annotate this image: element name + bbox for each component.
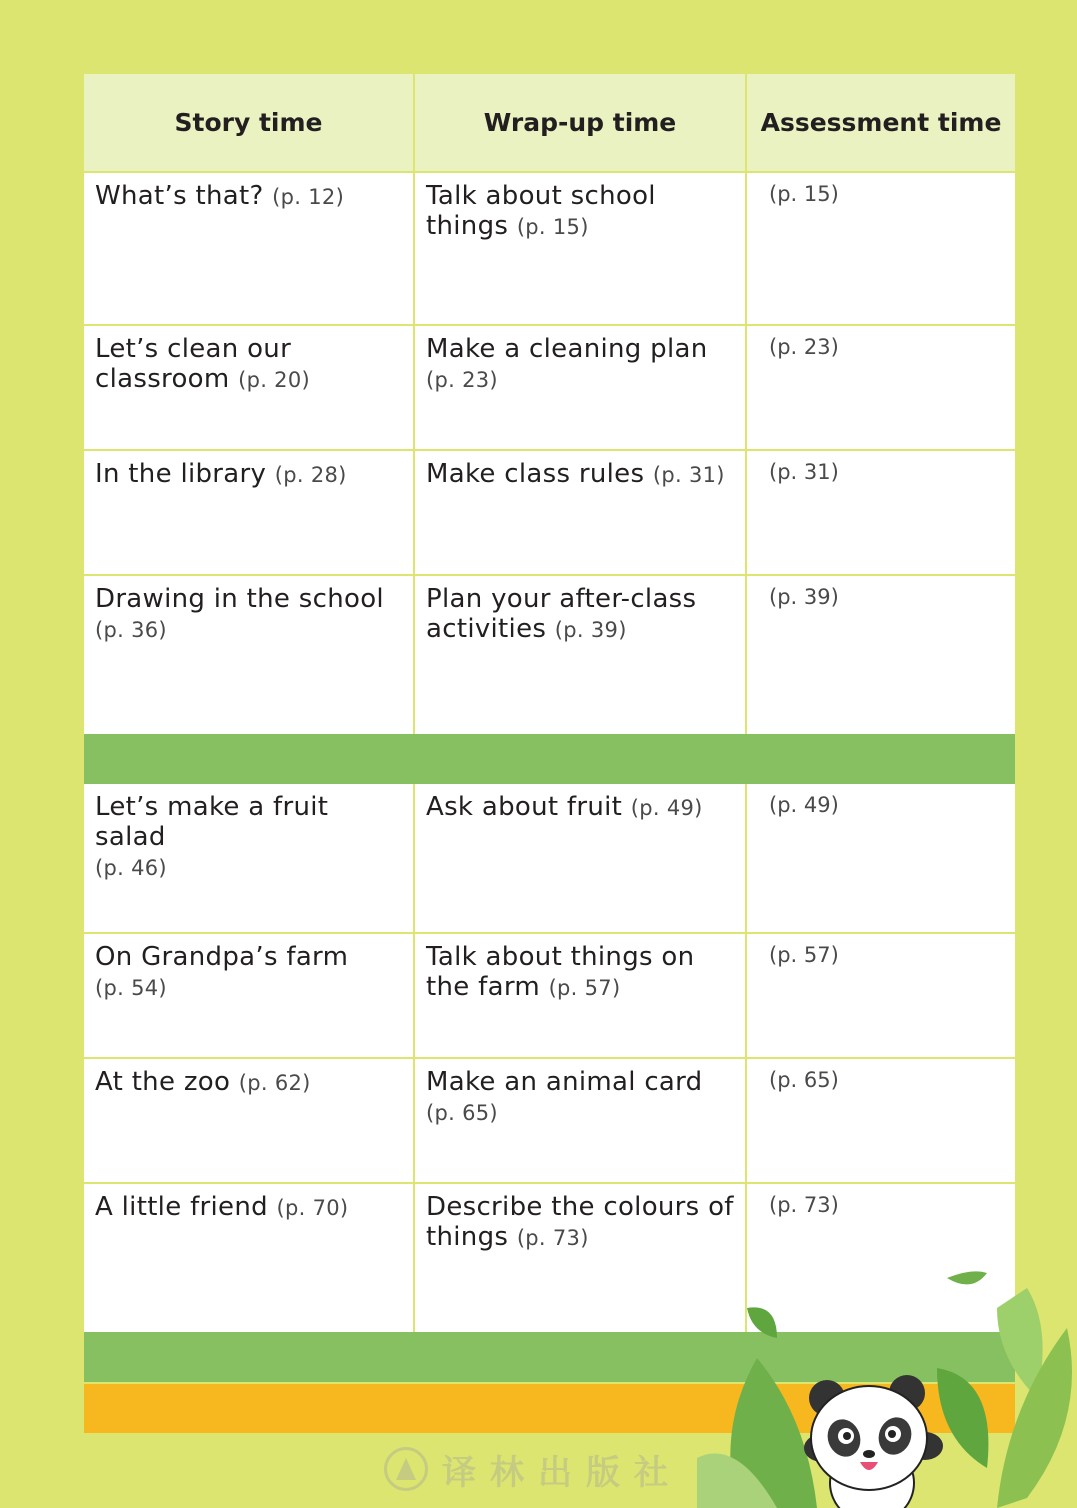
publisher-logo-icon <box>384 1447 428 1491</box>
story-cell: In the library (p. 28) <box>84 451 415 574</box>
table-header <box>84 74 1015 173</box>
table-row <box>84 451 1015 576</box>
contents-table <box>84 74 1015 1334</box>
assessment-cell: (p. 23) <box>769 335 839 359</box>
wrap-cell: Describe the colours of things (p. 73) <box>415 1184 747 1334</box>
table-row <box>84 934 1015 1059</box>
story-cell: At the zoo (p. 62) <box>84 1059 415 1182</box>
header-assessment-time: Assessment time <box>760 108 1002 137</box>
publisher-name: 译林出版社 <box>442 1452 682 1493</box>
story-cell: On Grandpa’s farm (p. 54) <box>84 934 415 1057</box>
leaf-icon <box>747 1307 777 1338</box>
assessment-cell: (p. 65) <box>769 1068 839 1092</box>
unit-divider-band <box>84 734 1015 784</box>
wrap-cell: Talk about school things (p. 15) <box>415 173 747 324</box>
assessment-cell: (p. 39) <box>769 585 839 609</box>
panda-illustration <box>697 1268 1077 1508</box>
table-row <box>84 784 1015 934</box>
table-row <box>84 1059 1015 1184</box>
panda-icon <box>804 1375 943 1508</box>
story-cell: What’s that? (p. 12) <box>84 173 415 324</box>
assessment-cell: (p. 57) <box>769 943 839 967</box>
story-cell: Let’s clean our classroom (p. 20) <box>84 326 415 449</box>
story-cell: A little friend (p. 70) <box>84 1184 415 1334</box>
story-cell: Let’s make a fruit salad (p. 46) <box>84 784 415 932</box>
wrap-cell: Make a cleaning plan (p. 23) <box>415 326 747 449</box>
wrap-cell: Make class rules (p. 31) <box>415 451 747 574</box>
leaf-icon <box>947 1271 987 1284</box>
wrap-cell: Talk about things on the farm (p. 57) <box>415 934 747 1057</box>
header-wrap-up-time: Wrap-up time <box>415 74 747 171</box>
assessment-cell: (p. 31) <box>769 460 839 484</box>
table-row <box>84 326 1015 451</box>
wrap-cell: Make an animal card (p. 65) <box>415 1059 747 1182</box>
story-cell: Drawing in the school (p. 36) <box>84 576 415 734</box>
leaf-icon <box>937 1368 988 1468</box>
wrap-cell: Plan your after-class activities (p. 39) <box>415 576 747 734</box>
assessment-cell: (p. 73) <box>769 1193 839 1217</box>
table-row <box>84 173 1015 326</box>
wrap-cell: Ask about fruit (p. 49) <box>415 784 747 932</box>
table-row <box>84 576 1015 734</box>
header-story-time: Story time <box>84 74 415 171</box>
assessment-cell: (p. 49) <box>769 793 839 817</box>
assessment-cell: (p. 15) <box>769 182 839 206</box>
publisher-watermark <box>384 1444 682 1494</box>
